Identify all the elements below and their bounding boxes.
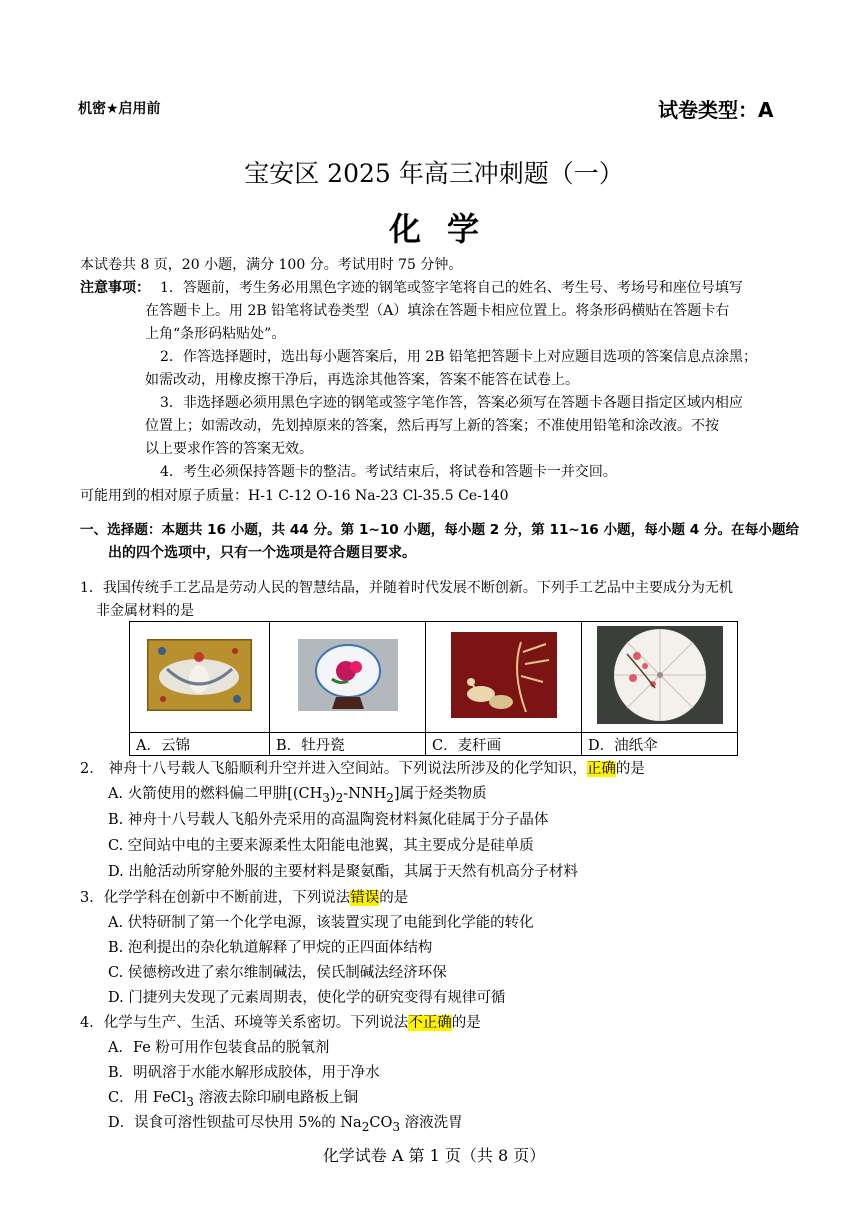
q4-option-c: C．用 FeCl$_3$ 溶液去除印刷电路板上铜 xyxy=(108,1090,359,1109)
q2-option-d: D. 出舱活动所穿舱外服的主要材料是聚氨酯，其属于天然有机高分子材料 xyxy=(108,864,578,880)
q3-option-b: B. 泡利提出的杂化轨道解释了甲烷的正四面体结构 xyxy=(108,940,433,956)
yunjin-brocade-image xyxy=(147,639,252,711)
highlight-mark: 不正确 xyxy=(408,1015,452,1031)
image-cell xyxy=(582,622,738,733)
image-cell xyxy=(130,622,270,733)
subject-title: 化学 xyxy=(388,210,505,248)
notice-line: 如需改动，用橡皮擦干净后，再选涂其他答案，答案不能答在试卷上。 xyxy=(145,372,579,388)
paper-type-label: 试卷类型：A xyxy=(658,98,774,122)
q3-option-a: A. 伏特研制了第一个化学电源，该装置实现了电能到化学能的转化 xyxy=(108,915,534,931)
q2-option-b: B. 神舟十八号载人飞船外壳采用的高温陶瓷材料氮化硅属于分子晶体 xyxy=(108,812,549,828)
section-heading: 一、选择题：本题共 16 小题，共 44 分。第 1~10 小题，每小题 2 分，第 11~16 小题，每小题 4 分。在每小题给 xyxy=(80,522,800,538)
q1-image-table xyxy=(129,621,738,756)
oil-paper-umbrella-image xyxy=(597,626,723,724)
option-label: C．麦秆画 xyxy=(426,733,582,756)
option-label: A．云锦 xyxy=(130,733,270,756)
straw-painting-image xyxy=(451,632,557,718)
confidential-label: 机密★启用前 xyxy=(78,101,161,117)
exam-title: 宝安区 2025 年高三冲刺题（一） xyxy=(244,159,624,188)
notice-line: 4．考生必须保持答题卡的整洁。考试结束后，将试卷和答题卡一并交回。 xyxy=(160,464,617,480)
q4-option-a: A．Fe 粉可用作包装食品的脱氧剂 xyxy=(108,1040,330,1056)
q1-stem-cont: 非金属材料的是 xyxy=(96,603,194,619)
notice-line: 2．作答选择题时，选出每小题答案后，用 2B 铅笔把答题卡上对应题目选项的答案信息点涂黑； xyxy=(160,349,758,365)
q3-option-c: C. 侯德榜改进了索尔维制碱法，侯氏制碱法经济环保 xyxy=(108,965,447,981)
section-heading-cont: 出的四个选项中，只有一个选项是符合题目要求。 xyxy=(108,545,416,561)
notice-line: 1．答题前，考生务必用黑色字迹的钢笔或签字笔将自己的姓名、考生号、考场号和座位号填写 xyxy=(160,280,743,296)
q2-option-c: C. 空间站中电的主要来源柔性太阳能电池翼，其主要成分是硅单质 xyxy=(108,838,534,854)
q4-option-b: B．明矾溶于水能水解形成胶体，用于净水 xyxy=(108,1065,380,1081)
q3-option-d: D. 门捷列夫发现了元素周期表，使化学的研究变得有规律可循 xyxy=(108,990,506,1006)
image-cell xyxy=(426,622,582,733)
notice-line: 3．非选择题必须用黑色字迹的钢笔或签字笔作答，答案必须写在答题卡各题目指定区域内相应 xyxy=(160,395,743,411)
notice-label: 注意事项： xyxy=(80,280,150,296)
highlight-mark: 错误 xyxy=(350,890,380,906)
q4-stem: 4．化学与生产、生活、环境等关系密切。下列说法不正确的是 xyxy=(80,1015,481,1031)
atomic-masses: 可能用到的相对原子质量：H-1 C-12 O-16 Na-23 Cl-35.5 Ce-140 xyxy=(80,488,509,504)
q3-stem: 3．化学学科在创新中不断前进，下列说法错误的是 xyxy=(80,890,409,906)
notice-line: 位置上；如需改动，先划掉原来的答案，然后再写上新的答案；不准使用铅笔和涂改液。不按 xyxy=(145,418,719,434)
peony-porcelain-image xyxy=(298,639,398,711)
notice-line: 上角“条形码粘贴处”。 xyxy=(145,326,286,342)
highlight-mark: 正确 xyxy=(586,761,616,777)
option-label: D．油纸伞 xyxy=(582,733,738,756)
intro-text: 本试卷共 8 页，20 小题，满分 100 分。考试用时 75 分钟。 xyxy=(80,257,463,273)
notice-line: 以上要求作答的答案无效。 xyxy=(145,441,313,457)
q2-stem: 2． 神舟十八号载人飞船顺利升空并进入空间站。下列说法所涉及的化学知识，正确的是 xyxy=(80,761,645,777)
q1-stem: 1．我国传统手工艺品是劳动人民的智慧结晶，并随着时代发展不断创新。下列手工艺品中主要成分为无机 xyxy=(80,580,733,596)
option-label: B．牡丹瓷 xyxy=(270,733,426,756)
q4-option-d: D．误食可溶性钡盐可尽快用 5%的 $Na_2CO_3$ 溶液洗胃 xyxy=(108,1115,463,1134)
q2-option-a: A. 火箭使用的燃料偏二甲肼$[(CH_3)_2-NNH_2]$属于烃类物质 xyxy=(108,786,487,805)
page-footer: 化学试卷 A 第 1 页（共 8 页） xyxy=(322,1146,546,1165)
image-cell xyxy=(270,622,426,733)
notice-line: 在答题卡上。用 2B 铅笔将试卷类型（A）填涂在答题卡相应位置上。将条形码横贴在答题卡右 xyxy=(145,303,730,319)
